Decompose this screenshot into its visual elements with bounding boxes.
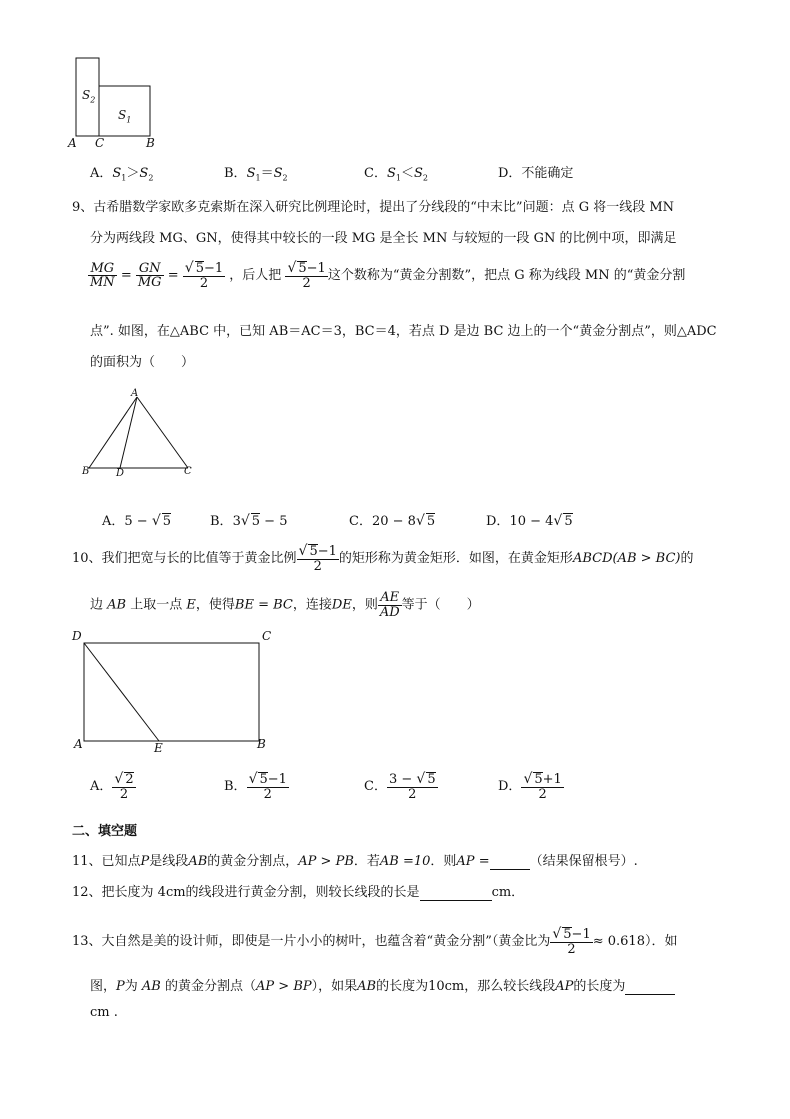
q9-frac-gn-mg: $\frac{GN}{MG}$ bbox=[137, 260, 162, 291]
q8-option-c[interactable]: C．$S_1<S_2$ bbox=[364, 166, 428, 183]
q11-answer-blank[interactable] bbox=[490, 854, 530, 870]
q11-line: 11、已知点P是线段AB的黄金分割点，AP > PB．若AB =10．则AP = （结果保留根号）. bbox=[72, 854, 638, 869]
q8-option-a[interactable]: A．$S_1>S_2$ bbox=[90, 166, 154, 183]
q9-line5: 的面积为（ ） bbox=[90, 355, 195, 370]
q9-line1: 9、古希腊数学家欧多克索斯在深入研究比例理论时，提出了分线段的“中末比”问题：点 G 将一线段 MN bbox=[72, 200, 675, 215]
q9-frac-golden: $\frac{√ 5-1}{2}$ bbox=[184, 260, 224, 291]
q9-option-a[interactable]: A．5 − √ 5 bbox=[102, 513, 172, 529]
q12-answer-blank[interactable] bbox=[420, 885, 492, 901]
q13-line1: 13、大自然是美的设计师，即使是一片小小的树叶，也蕴含着“黄金分割”（黄金比为 $\frac{√ 5-1}{2}$ ≈ 0.618）．如 bbox=[72, 926, 678, 957]
q8-option-d[interactable]: D．不能确定 bbox=[498, 166, 574, 181]
q9-label-c: C bbox=[184, 466, 192, 477]
q10-option-a[interactable]: A． $\frac{√ 2}{2}$ bbox=[90, 771, 134, 802]
q9-label-d: D bbox=[116, 468, 125, 479]
q13-line2: 图，P为 AB 的黄金分割点（AP > BP），如果AB的长度为10cm，那么较长线段AP的长度为 bbox=[90, 975, 675, 995]
q10-option-d[interactable]: D． $\frac{√ 5+1}{2}$ bbox=[498, 771, 562, 802]
q9-label-a: A bbox=[131, 388, 139, 399]
q9-frac-golden-2: $\frac{√ 5-1}{2}$ bbox=[287, 260, 326, 291]
label-a: A bbox=[68, 136, 77, 150]
q13-line3: cm . bbox=[90, 1005, 118, 1020]
q13-frac-golden: $\frac{√ 5-1}{2}$ bbox=[552, 926, 591, 957]
section-title-fill-blank: 二、填空题 bbox=[72, 824, 138, 839]
q13-answer-blank[interactable] bbox=[625, 979, 675, 995]
q9-option-b[interactable]: B．3√ 5 − 5 bbox=[210, 513, 288, 529]
q9-formula-line: $\frac{MG}{MN}$ = $\frac{GN}{MG}$ = $\frac{√ 5-1}{2}$ ，后人把 $\frac{√ 5-1}{2}$ 这个数称为“黄金分割数”，把点 G 称为线段 MN 的“黄金分割 bbox=[90, 260, 686, 291]
q10-frac-golden: $\frac{√ 5-1}{2}$ bbox=[298, 543, 337, 574]
q10-option-b[interactable]: B． $\frac{√ 5-1}{2}$ bbox=[224, 771, 287, 802]
q10-label-b: B bbox=[257, 737, 266, 751]
q10-frac-ae-ad: $\frac{AE}{AD}$ bbox=[379, 590, 400, 620]
q10-label-d: D bbox=[72, 629, 82, 643]
label-c: C bbox=[95, 136, 105, 150]
q10-label-c: C bbox=[262, 629, 272, 643]
q9-frac-mg-mn: $\frac{MG}{MN}$ bbox=[90, 260, 115, 291]
q12-line: 12、把长度为 4cm的线段进行黄金分割，则较长线段的长是 cm． bbox=[72, 885, 525, 900]
q10-label-e: E bbox=[154, 741, 163, 755]
q10-line1: 10、我们把宽与长的比值等于黄金比例 $\frac{√ 5-1}{2}$ 的矩形称为黄金矩形．如图，在黄金矩形ABCD(AB > BC)的 bbox=[72, 543, 694, 574]
label-s2: $S_2$ bbox=[82, 88, 96, 105]
q8-option-b[interactable]: B．$S_1=S_2$ bbox=[224, 166, 288, 183]
q9-line4: 点”. 如图，在△ABC 中，已知 AB＝AC＝3，BC＝4，若点 D 是边 BC 边上的一个“黄金分割点”，则△ADC bbox=[90, 324, 717, 339]
q10-line2: 边 AB 上取一点 E，使得BE = BC，连接DE，则 $\frac{AE}{AD}$ 等于（ ） bbox=[90, 590, 480, 620]
label-s1: $S_1$ bbox=[118, 108, 132, 125]
q9-line2: 分为两线段 MG、GN，使得其中较长的一段 MG 是全长 MN 与较短的一段 GN 的比例中项，即满足 bbox=[90, 231, 677, 246]
q9-option-c[interactable]: C．20 − 8√ 5 bbox=[349, 513, 436, 529]
q9-label-b: B bbox=[82, 466, 90, 477]
q10-label-a: A bbox=[74, 737, 83, 751]
q10-option-c[interactable]: C． $\frac{3 - √ 5}{2}$ bbox=[364, 771, 436, 802]
q9-option-d[interactable]: D．10 − 4√ 5 bbox=[486, 513, 573, 529]
label-b: B bbox=[146, 136, 155, 150]
